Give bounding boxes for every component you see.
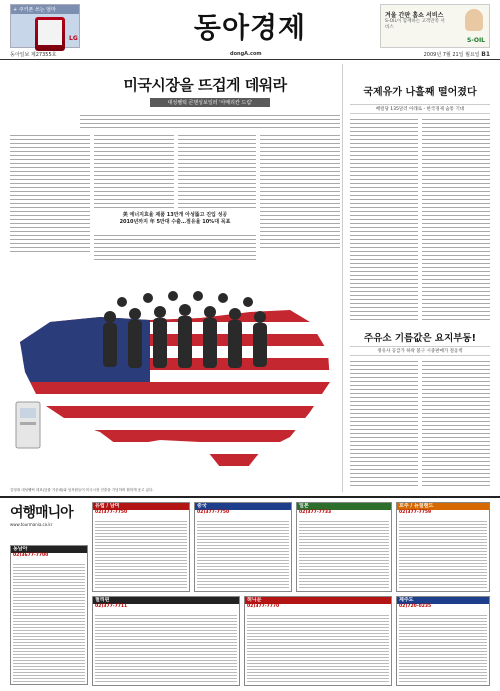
travel-ad-brand[interactable] xyxy=(10,502,88,542)
ad-cell-southeast-asia[interactable] xyxy=(10,545,88,685)
oil-price-subheadline: 배럴당 135달러 아래로 - 한국경제 숨통 기대 xyxy=(350,104,490,114)
ad-cell-phone: 02)720-0235 xyxy=(399,604,432,609)
ad-cell-header: 제주도 xyxy=(397,597,489,604)
article-deck xyxy=(110,212,240,226)
main-headline[interactable]: 미국시장을 뜨겁게 데워라 xyxy=(123,76,287,94)
issue-info: 동아일보 제27355호 xyxy=(10,52,57,58)
article-column-2 xyxy=(94,132,174,210)
travel-brand-url: www.tourmania.co.kr xyxy=(10,522,53,527)
ad-cell-china[interactable] xyxy=(194,502,292,592)
ad-cell-header: 호주 / 뉴질랜드 xyxy=(397,503,489,510)
ad-cell-phone: 02)377-7759 xyxy=(399,510,432,515)
gas-station-headline[interactable]: 주유소 기름값은 요지부동! xyxy=(364,333,476,344)
oil-price-headline[interactable]: 국제유가 나흘째 떨어졌다 xyxy=(363,87,477,98)
gas-station-subheadline: 정유사 공급가 하락 불구 시중판매가 철옹벽 xyxy=(350,346,490,356)
ad-cell-japan[interactable] xyxy=(296,502,392,592)
site-link[interactable]: dongA.com xyxy=(230,51,262,57)
ad-cell-phone: 02)3677-7700 xyxy=(13,553,49,558)
article-column-4 xyxy=(260,132,340,250)
photo-caption: 김영대 대성쎌틱 대표(앞줄 가운데)와 임직원들이 미국시장 진출을 기념하며 환하게 웃고 있다. xyxy=(10,488,154,492)
model-photo xyxy=(465,9,483,31)
phone-image xyxy=(35,17,65,51)
ad-cell-phone: 02)377-7770 xyxy=(247,604,280,609)
lead-paragraph xyxy=(80,112,340,130)
oil-article-col-2 xyxy=(422,116,490,322)
s-oil-ad[interactable] xyxy=(380,4,490,48)
ad-cell-philippines[interactable] xyxy=(92,596,240,686)
ad-text: S-OIL이 함께하는 고객만족 서비스 xyxy=(385,19,445,30)
deck-line-1: 美 에너지효율 제품 13만개 아성뚫고 진입 성공 xyxy=(122,212,228,218)
ad-cell-phone: 02)377-7750 xyxy=(197,510,230,515)
deck-line-2: 2010년까지 年 5만대 수출…점유율 10%대 목표 xyxy=(119,219,231,225)
ad-cell-header: 일본 xyxy=(297,503,391,510)
ad-cell-header: 허니문 xyxy=(245,597,391,604)
masthead[interactable]: 동아경제 xyxy=(193,11,307,44)
gas-article-col-2 xyxy=(422,358,490,486)
oil-article-col-1 xyxy=(350,116,418,322)
s-oil-logo: S-OIL xyxy=(467,37,485,44)
page-info-bar xyxy=(0,50,500,60)
ad-title: 겨울 간판 홈쇼 서비스 xyxy=(385,12,444,19)
ad-cell-europe[interactable] xyxy=(92,502,190,592)
team-photo-us-flag xyxy=(10,262,340,486)
main-subheadline: 대성쎌틱 콘덴싱보일러 '아메리칸 드림' xyxy=(150,98,270,107)
lg-logo: LG xyxy=(69,35,78,42)
ad-cell-honeymoon[interactable] xyxy=(244,596,392,686)
ad-cell-phone: 02)377-7711 xyxy=(95,604,128,609)
ad-cell-header: 중국 xyxy=(195,503,291,510)
article-column-1 xyxy=(10,132,90,252)
date-page: 2009년 7월 21일 월요일 B1 xyxy=(423,51,490,58)
ad-cell-australia[interactable] xyxy=(396,502,490,592)
ad-cell-jeju[interactable] xyxy=(396,596,490,686)
travel-brand-name: 여행매니아 xyxy=(10,505,73,521)
article-column-5 xyxy=(94,232,256,260)
gas-article-col-1 xyxy=(350,358,418,486)
article-column-3 xyxy=(178,132,256,210)
ad-cell-header: 동남아 xyxy=(11,546,87,553)
ad-cell-phone: 02)377-7750 xyxy=(95,510,128,515)
lg-phone-ad[interactable] xyxy=(10,4,80,48)
ad-caption: + 쿠키폰 쓰는 엄마 xyxy=(11,5,79,14)
ad-cell-phone: 02)377-7733 xyxy=(299,510,332,515)
ad-cell-header: 필리핀 xyxy=(93,597,239,604)
column-divider xyxy=(342,64,343,492)
ad-cell-header: 유럽 / 남미 xyxy=(93,503,189,510)
